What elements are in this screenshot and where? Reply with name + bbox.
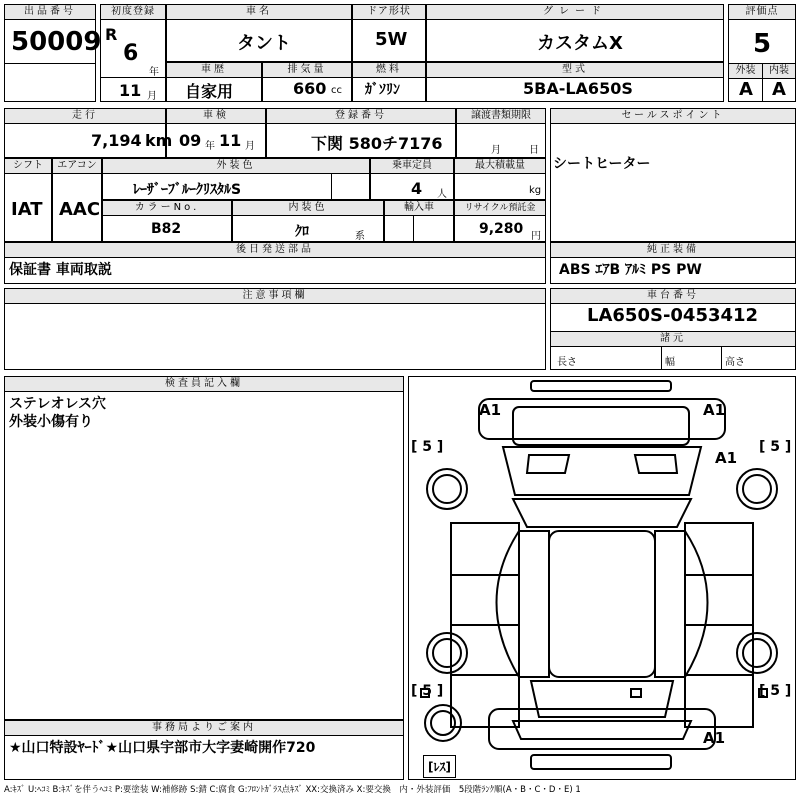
- history-label: 車歴: [167, 63, 261, 78]
- first-reg-label: 初度登録: [101, 5, 165, 20]
- capacity-label: 乗車定員: [371, 159, 453, 174]
- inspector-label: 検査員記入欄: [5, 377, 403, 392]
- score-label: 評価点: [729, 5, 795, 20]
- inspection-year-unit: 年: [205, 141, 215, 152]
- fuel-label: 燃料: [353, 63, 425, 78]
- inspector-box: [4, 376, 404, 720]
- shift-label: シフト: [5, 159, 51, 174]
- inspection-box: [166, 108, 266, 158]
- spec-label: 諸元: [551, 331, 795, 347]
- color-no-label: カラーNo.: [103, 201, 231, 216]
- capacity-unit: 人: [437, 189, 447, 200]
- caution-box: [4, 288, 546, 370]
- door-box: [352, 4, 426, 62]
- car-name-value: タント: [237, 33, 291, 54]
- inspection-year: 09: [179, 131, 202, 150]
- tire-score-rear-left: [ 5 ]: [411, 683, 444, 699]
- first-reg-era: R: [105, 25, 118, 44]
- spec-length: 長さ: [557, 357, 577, 368]
- interior-value: ｸﾛ: [295, 224, 309, 240]
- car-name-box: [166, 4, 352, 62]
- interior-unit: 系: [355, 231, 365, 242]
- model-value: 5BA-LA650S: [523, 79, 633, 98]
- office-box: [4, 720, 404, 780]
- max-load-unit: kg: [529, 185, 542, 196]
- mileage-label: 走行: [5, 109, 165, 124]
- damage-a1-front-right: A1: [703, 401, 726, 419]
- spec-height: 高さ: [725, 357, 745, 368]
- interior-label: 内装色: [233, 201, 383, 216]
- later-parts-label: 後日発送部品: [5, 243, 545, 258]
- transfer-box: [456, 108, 546, 158]
- color-box: [102, 158, 370, 200]
- mileage-value: 7,194: [91, 131, 142, 150]
- score-box: [728, 4, 796, 102]
- first-reg-year-unit: 年: [149, 67, 159, 78]
- aircon-value: AAC: [59, 199, 101, 220]
- transfer-day-unit: 日: [529, 145, 539, 156]
- legend-text: A:ｷｽﾞ U:ﾍｺﾐ B:ｷｽﾞを伴うﾍｺﾐ P:要塗装 W:補修跡 S:錆 C:腐食 G:ﾌﾛﾝﾄｶﾞﾗｽ点ｷｽﾞ XX:交換済み X:要交換 内・外装評価 5段階ﾗﾝｸ順(A・B・C・D・E) 1: [4, 785, 581, 795]
- capacity-box: [370, 158, 454, 200]
- later-parts-value: 保証書 車両取説: [9, 262, 112, 278]
- spare-tire-less: [ﾚｽ]: [423, 755, 456, 778]
- transfer-label: 譲渡書類期限: [457, 109, 545, 124]
- chassis-box: [550, 288, 796, 370]
- plate-label: 登録番号: [267, 109, 455, 124]
- recycle-unit: 円: [531, 231, 541, 242]
- aircon-box: [52, 158, 102, 242]
- left-side: [497, 531, 550, 677]
- rear-step: [531, 755, 671, 769]
- tire-score-front-left: [ 5 ]: [411, 439, 444, 455]
- shift-box: [4, 158, 52, 242]
- color-value: ﾚｰｻﾞｰﾌﾞﾙｰｸﾘｽﾀﾙS: [133, 182, 242, 198]
- sales-point-label: セールスポイント: [551, 109, 795, 124]
- score-ext-label: 外装: [729, 64, 762, 79]
- damage-a1-rear: A1: [703, 729, 726, 747]
- history-box: [166, 62, 262, 102]
- first-reg-year: 6: [123, 41, 139, 66]
- spec-width: 幅: [665, 357, 675, 368]
- score-value: 5: [753, 29, 772, 59]
- mileage-box: [4, 108, 173, 158]
- displacement-unit: cc: [331, 85, 342, 96]
- office-value: ★山口特設ﾔｰﾄﾞ★山口県宇部市大字妻崎開作720: [9, 740, 316, 756]
- damage-diagram: [408, 376, 796, 780]
- damage-a1-front-left: A1: [479, 401, 502, 419]
- inspector-line2: 外装小傷有り: [9, 414, 93, 430]
- grade-label: グレード: [427, 5, 723, 20]
- grade-value: カスタムX: [537, 33, 623, 54]
- first-reg-box: [100, 4, 166, 102]
- score-int: A: [772, 79, 786, 100]
- inspection-month: 11: [219, 131, 242, 150]
- import-box: [384, 200, 454, 242]
- first-reg-month-unit: 月: [147, 91, 157, 102]
- caution-label: 注意事項欄: [5, 289, 545, 304]
- equipment-box: [550, 242, 796, 284]
- sales-point-box: [550, 108, 796, 242]
- right-side: [655, 531, 708, 677]
- tire-score-front-right: [ 5 ]: [759, 439, 792, 455]
- shift-value: IAT: [11, 199, 43, 220]
- displacement-label: 排気量: [263, 63, 351, 78]
- hood: [513, 499, 691, 527]
- rear-hatch: [513, 721, 691, 739]
- first-reg-month: 11: [119, 81, 142, 100]
- rear-bumper: [489, 709, 715, 749]
- rear-glass: [531, 681, 673, 717]
- chassis-value: LA650S-0453412: [587, 305, 759, 326]
- max-load-box: [454, 158, 546, 200]
- lot-label: 出品番号: [5, 5, 95, 20]
- recycle-label: リサイクル預託金: [455, 201, 545, 216]
- chassis-label: 車台番号: [551, 289, 795, 304]
- recycle-box: [454, 200, 546, 242]
- fuel-box: [352, 62, 426, 102]
- equipment-value: ABS ｴｱB ｱﾙﾐ PS PW: [559, 262, 702, 278]
- plate-box: [266, 108, 456, 158]
- roof: [549, 531, 655, 677]
- inspection-month-unit: 月: [245, 141, 255, 152]
- color-no-value: B82: [151, 221, 182, 237]
- score-ext: A: [739, 79, 753, 100]
- max-load-label: 最大積載量: [455, 159, 545, 174]
- door-value: 5W: [375, 29, 408, 50]
- transfer-month-unit: 月: [491, 145, 501, 156]
- equipment-label: 純正装備: [551, 243, 795, 258]
- aircon-label: エアコン: [53, 159, 101, 174]
- history-value: 自家用: [185, 82, 234, 101]
- color-no-box: [102, 200, 232, 242]
- model-box: [426, 62, 724, 102]
- car-name-label: 車名: [167, 5, 351, 20]
- lot-box: [4, 4, 102, 102]
- office-label: 事務局よりご案内: [5, 721, 403, 736]
- sales-point-value: シートヒーター: [553, 156, 651, 172]
- recycle-value: 9,280: [479, 221, 524, 237]
- color-label: 外装色: [103, 159, 369, 174]
- inspection-label: 車検: [167, 109, 265, 124]
- inspector-line1: ステレオレス穴: [9, 396, 107, 412]
- fuel-value: ｶﾞｿﾘﾝ: [365, 82, 400, 98]
- car-outline: [409, 377, 795, 779]
- import-label: 輸入車: [385, 201, 453, 216]
- front-bumper-top: [531, 381, 671, 391]
- tire-score-rear-right: [ 5 ]: [759, 683, 792, 699]
- interior-box: [232, 200, 384, 242]
- door-label: ドア形状: [353, 5, 425, 20]
- plate-value: 下関 580チ7176: [311, 134, 443, 153]
- displacement-box: [262, 62, 352, 102]
- model-label: 型式: [427, 63, 723, 78]
- score-int-label: 内装: [762, 64, 795, 79]
- displacement-value: 660: [293, 79, 327, 98]
- capacity-value: 4: [411, 179, 423, 198]
- grade-box: [426, 4, 724, 62]
- damage-a1-right-panel: A1: [715, 449, 738, 467]
- lot-number: 50009: [11, 27, 102, 57]
- later-parts-box: [4, 242, 546, 284]
- mileage-unit: km: [145, 131, 173, 150]
